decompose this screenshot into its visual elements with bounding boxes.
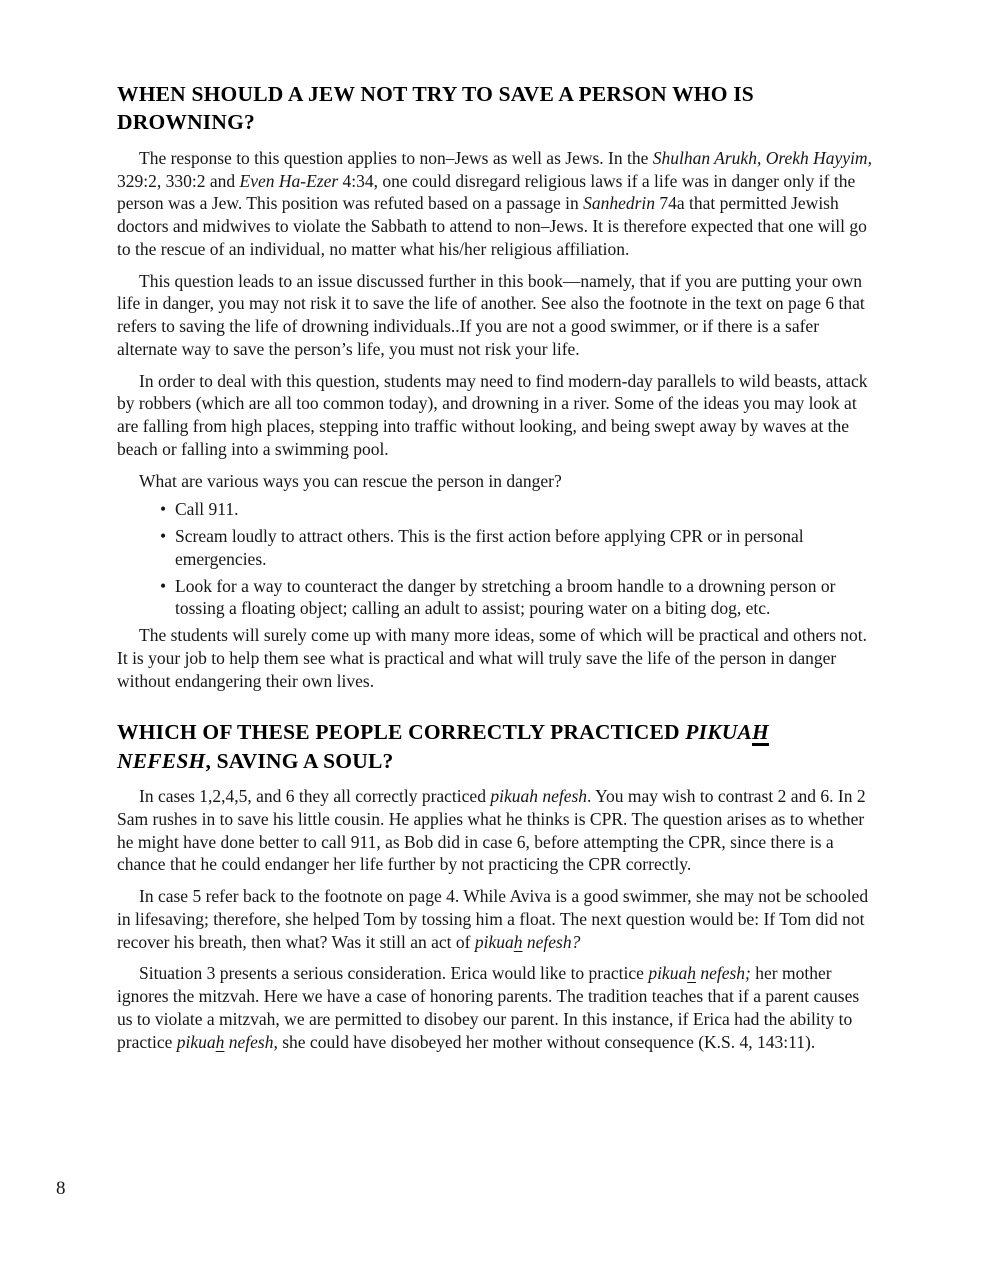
paragraph: Situation 3 presents a serious consideration. Erica would like to practice pikuah nefesh; her mother ignores the mitzvah. Here we have a case of honoring parents. The tradition teaches that if a parent causes us to violate a mitzvah, we are permitted to disobey our parent. In this instance, if Erica had the ability to practice pikuah nefesh, she could have disobeyed her mother without consequence (K.S. 4, 143:11). [117, 963, 860, 1052]
section-heading: WHEN SHOULD A JEW NOT TRY TO SAVE A PERSON WHO IS DROWNING? [117, 82, 754, 135]
bullet-item: • Look for a way to counteract the danger by stretching a broom handle to a drowning person or tossing a floating object; calling an adult to assist; pouring water on a biting dog, etc. [160, 575, 836, 619]
paragraph: The response to this question applies to non–Jews as well as Jews. In the Shulhan Arukh, Orekh Hayyim, 329:2, 330:2 and Even Ha-Ezer 4:34, one could disregard religious laws if a life was in danger only if the person was a Jew. This position was refuted based on a passage in Sanhedrin 74a that permitted Jewish doctors and midwives to violate the Sabbath to attend to non–Jews. It is therefore expected that one will go to the rescue of an individual, no matter what his/her religious affiliation. [117, 147, 872, 259]
bullet-icon: • [160, 526, 167, 546]
paragraph: In cases 1,2,4,5, and 6 they all correctly practiced pikuah nefesh. You may wish to contrast 2 and 6. In 2 Sam rushes in to save his little cousin. He applies what he thinks is CPR. The question arises as to whether he might have done better to call 911, as Bob did in case 6, before attempting the CPR, since there is a chance that he could endanger her life further by not practicing the CPR correctly. [117, 786, 866, 875]
page-content [117, 80, 872, 1062]
page-number: 8 [56, 1178, 66, 1199]
paragraph: This question leads to an issue discussed further in this book—namely, that if you are putting your own life in danger, you may not risk it to save the life of another. See also the footnote in the text on page 6 that refers to saving the life of drowning individuals..If you are not a good swimmer, or if there is a safer alternate way to save the person’s life, you must not risk your life. [117, 270, 865, 359]
question-paragraph: What are various ways you can rescue the person in danger? [139, 470, 562, 491]
bullet-icon: • [160, 499, 167, 520]
bullet-item: • Scream loudly to attract others. This is the first action before applying CPR or in personal emergencies. [160, 526, 804, 569]
paragraph: In order to deal with this question, students may need to find modern-day parallels to wild beasts, attack by robbers (which are all too common today), and drowning in a river. Some of the ideas you may look at are falling from high places, stepping into traffic without looking, and being swept away by waves at the beach or falling into a swimming pool. [117, 370, 868, 459]
section-heading: WHICH OF THESE PEOPLE CORRECTLY PRACTICED PIKUAH NEFESH, SAVING A SOUL? [117, 720, 769, 773]
paragraph: The students will surely come up with many more ideas, some of which will be practical and others not. It is your job to help them see what is practical and what will truly save the life of the person in danger without endangering their own lives. [117, 625, 868, 691]
bullet-icon: • [160, 575, 167, 596]
paragraph: In case 5 refer back to the footnote on page 4. While Aviva is a good swimmer, she may not be schooled in lifesaving; therefore, she helped Tom by tossing him a float. The next question would be: If Tom did not recover his breath, then what? Was it still an act of pikuah nefesh? [117, 886, 869, 952]
bullet-item: • Call 911. [160, 499, 239, 520]
